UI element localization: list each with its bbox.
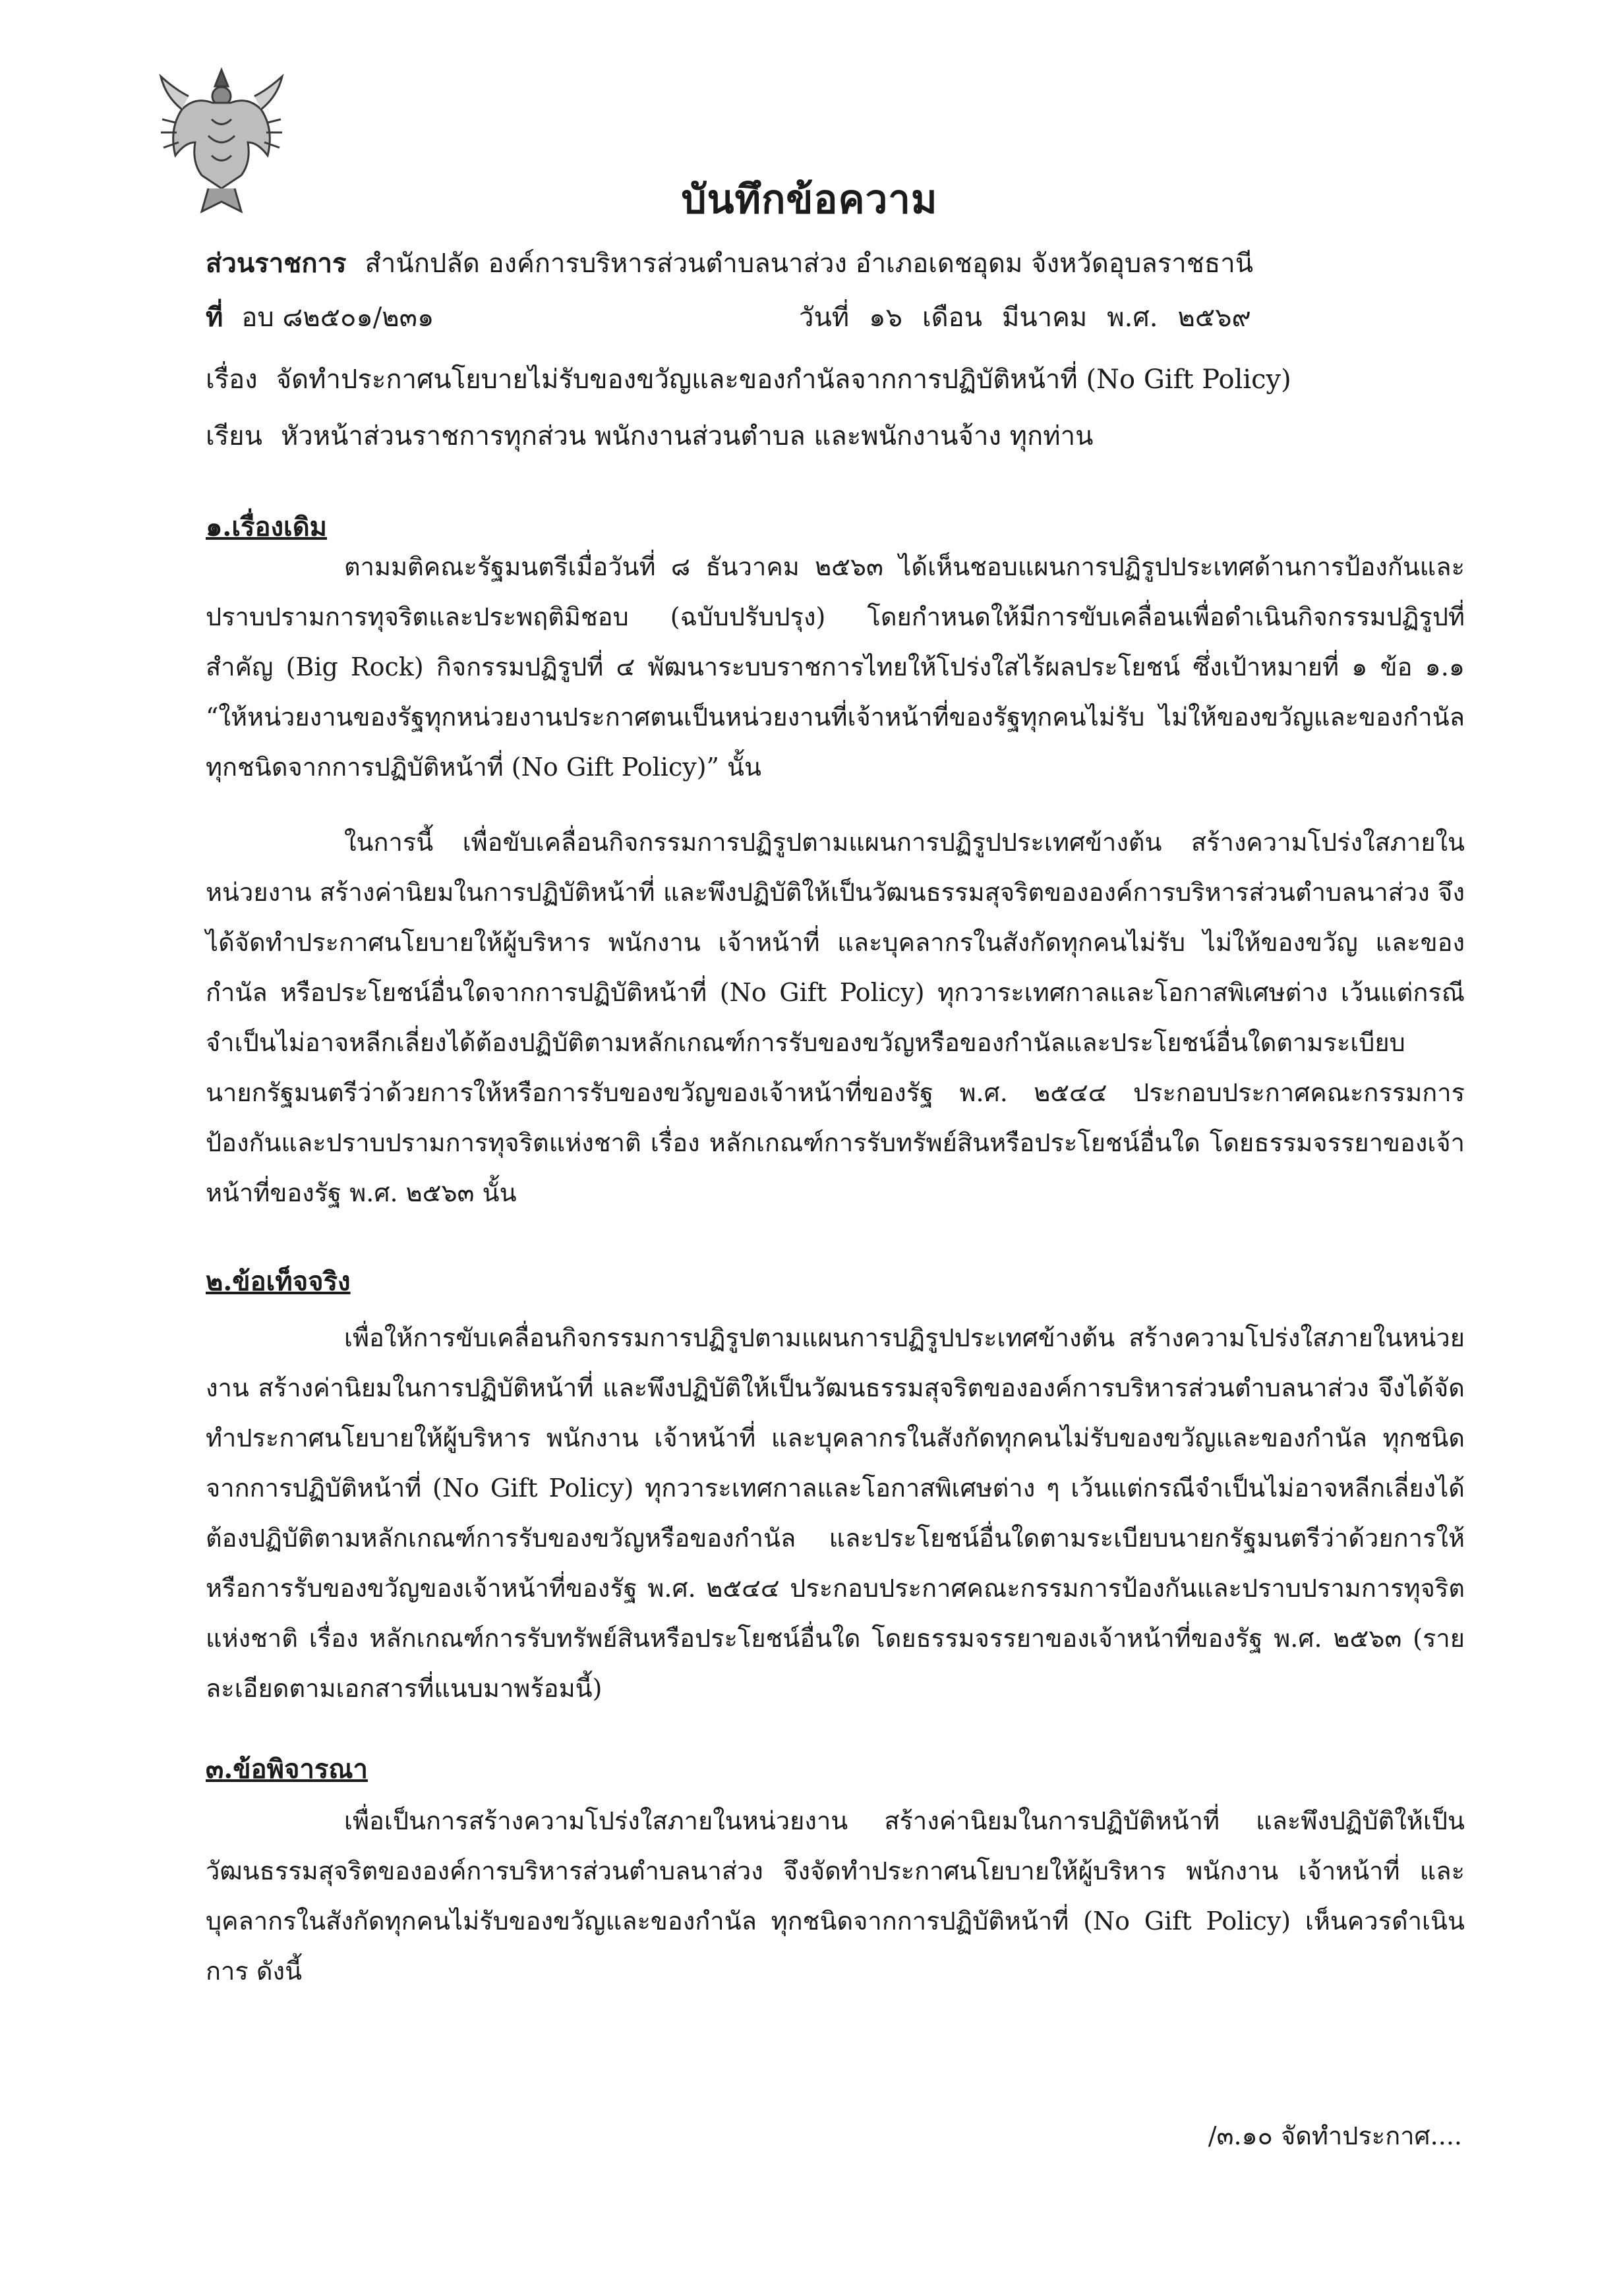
agency-line bbox=[206, 244, 1253, 283]
reference-value: อบ ๘๒๕๐๑/๒๓๑ bbox=[241, 302, 434, 333]
date-label: วันที่ bbox=[799, 302, 850, 333]
section-2-heading: ๒.ข้อเท็จจริง bbox=[206, 1266, 351, 1297]
section-3-heading: ๓.ข้อพิจารณา bbox=[206, 1754, 368, 1785]
section-1-paragraph-2: ในการนี้ เพื่อขับเคลื่อนกิจกรรมการปฏิรูปตามแผนการปฏิรูปประเทศข้างต้น สร้างความโปร่งใสภายในหน่วยงาน สร้างค่านิยมในการปฏิบัติหน้าที่ และพึงปฏิบัติให้เป็นวัฒนธรรมสุจริตขององค์การบริหารส่วนตำบลนาส่วง จึงได้จัดทำประกาศนโยบายให้ผู้บริหาร พนักงาน เจ้าหน้าที่ และบุคลากรในสังกัดทุกคนไม่รับ ไม่ให้ของขวัญ และของกำนัล หรือประโยชน์อื่นใดจากการปฏิบัติหน้าที่ (No Gift Policy) ทุกวาระเทศกาลและโอกาสพิเศษต่าง เว้นแต่กรณีจำเป็นไม่อาจหลีกเลี่ยงได้ต้องปฏิบัติตามหลักเกณฑ์การรับของขวัญหรือของกำนัลและประโยชน์อื่นใดตามระเบียบนายกรัฐมนตรีว่าด้วยการให้หรือการรับของขวัญของเจ้าหน้าที่ของรัฐ พ.ศ. ๒๕๔๔ ประกอบประกาศคณะกรรมการป้องกันและปราบปรามการทุจริตแห่งชาติ เรื่อง หลักเกณฑ์การรับทรัพย์สินหรือประโยชน์อื่นใด โดยธรรมจรรยาของเจ้าหน้าที่ของรัฐ พ.ศ. ๒๕๖๓ นั้น bbox=[206, 828, 1465, 1207]
date-year: ๒๕๖๙ bbox=[1177, 302, 1251, 333]
date-month: มีนาคม bbox=[1001, 302, 1088, 333]
section-1-heading: ๑.เรื่องเดิม bbox=[206, 511, 328, 542]
subject-line bbox=[206, 360, 1291, 399]
date-day: ๑๖ bbox=[869, 302, 902, 333]
reference-label: ที่ bbox=[206, 302, 223, 333]
subject-label: เรื่อง bbox=[206, 364, 258, 395]
month-label: เดือน bbox=[922, 302, 982, 333]
section-3-paragraph-1: เพื่อเป็นการสร้างความโปร่งใสภายในหน่วยงาน สร้างค่านิยมในการปฏิบัติหน้าที่ และพึงปฏิบัติให้เป็นวัฒนธรรมสุจริตขององค์การบริหารส่วนตำบลนาส่วง จึงจัดทำประกาศนโยบายให้ผู้บริหาร พนักงาน เจ้าหน้าที่ และบุคลากรในสังกัดทุกคนไม่รับของขวัญและของกำนัล ทุกชนิดจากการปฏิบัติหน้าที่ (No Gift Policy) เห็นควรดำเนินการ ดังนี้ bbox=[206, 1806, 1465, 1986]
agency-value: สำนักปลัด องค์การบริหารส่วนตำบลนาส่วง อำเภอเดชอุดม จังหวัดอุบลราชธานี bbox=[365, 248, 1254, 279]
recipient-value: หัวหน้าส่วนราชการทุกส่วน พนักงานส่วนตำบล และพนักงานจ้าง ทุกท่าน bbox=[280, 421, 1094, 451]
section-2-paragraph-1: เพื่อให้การขับเคลื่อนกิจกรรมการปฏิรูปตามแผนการปฏิรูปประเทศข้างต้น สร้างความโปร่งใสภายในหน่วยงาน สร้างค่านิยมในการปฏิบัติหน้าที่ และพึงปฏิบัติให้เป็นวัฒนธรรมสุจริตขององค์การบริหารส่วนตำบลนาส่วง จึงได้จัดทำประกาศนโยบายให้ผู้บริหาร พนักงาน เจ้าหน้าที่ และบุคลากรในสังกัดทุกคนไม่รับของขวัญและของกำนัล ทุกชนิดจากการปฏิบัติหน้าที่ (No Gift Policy) ทุกวาระเทศกาลและโอกาสพิเศษต่าง ๆ เว้นแต่กรณีจำเป็นไม่อาจหลีกเลี่ยงได้ต้องปฏิบัติตามหลักเกณฑ์การรับของขวัญหรือของกำนัล และประโยชน์อื่นใดตามระเบียบนายกรัฐมนตรีว่าด้วยการให้หรือการรับของขวัญของเจ้าหน้าที่ของรัฐ พ.ศ. ๒๕๔๔ ประกอบประกาศคณะกรรมการป้องกันและปราบปรามการทุจริตแห่งชาติ เรื่อง หลักเกณฑ์การรับทรัพย์สินหรือประโยชน์อื่นใด โดยธรรมจรรยาของเจ้าหน้าที่ของรัฐ พ.ศ. ๒๕๖๓ (รายละเอียดตามเอกสารที่แนบมาพร้อมนี้) bbox=[206, 1323, 1465, 1703]
agency-label: ส่วนราชการ bbox=[206, 248, 347, 279]
date-group bbox=[799, 298, 1271, 337]
document-title: บันทึกข้อความ bbox=[681, 177, 938, 223]
continuation-note: /๓.๑๐ จัดทำประกาศ.... bbox=[1208, 2121, 1462, 2150]
recipient-label: เรียน bbox=[206, 421, 262, 451]
section-1-paragraph-1: ตามมติคณะรัฐมนตรีเมื่อวันที่ ๘ ธันวาคม ๒๕๖๓ ได้เห็นชอบแผนการปฏิรูปประเทศด้านการป้องกันและปราบปรามการทุจริตและประพฤติมิชอบ (ฉบับปรับปรุง) โดยกำหนดให้มีการขับเคลื่อนเพื่อดำเนินกิจกรรมปฏิรูปที่สำคัญ (Big Rock) กิจกรรมปฏิรูปที่ ๔ พัฒนาระบบราชการไทยให้โปร่งใสไร้ผลประโยชน์ ซึ่งเป้าหมายที่ ๑ ข้อ ๑.๑ “ให้หน่วยงานของรัฐทุกหน่วยงานประกาศตนเป็นหน่วยงานที่เจ้าหน้าที่ของรัฐทุกคนไม่รับ ไม่ให้ของขวัญและของกำนัลทุกชนิดจากการปฏิบัติหน้าที่ (No Gift Policy)” นั้น bbox=[206, 552, 1465, 782]
subject-value: จัดทำประกาศนโยบายไม่รับของขวัญและของกำนัลจากการปฏิบัติหน้าที่ (No Gift Policy) bbox=[276, 364, 1291, 395]
reference-date-line bbox=[206, 298, 1458, 337]
recipient-line bbox=[206, 416, 1093, 456]
year-label: พ.ศ. bbox=[1107, 302, 1158, 333]
